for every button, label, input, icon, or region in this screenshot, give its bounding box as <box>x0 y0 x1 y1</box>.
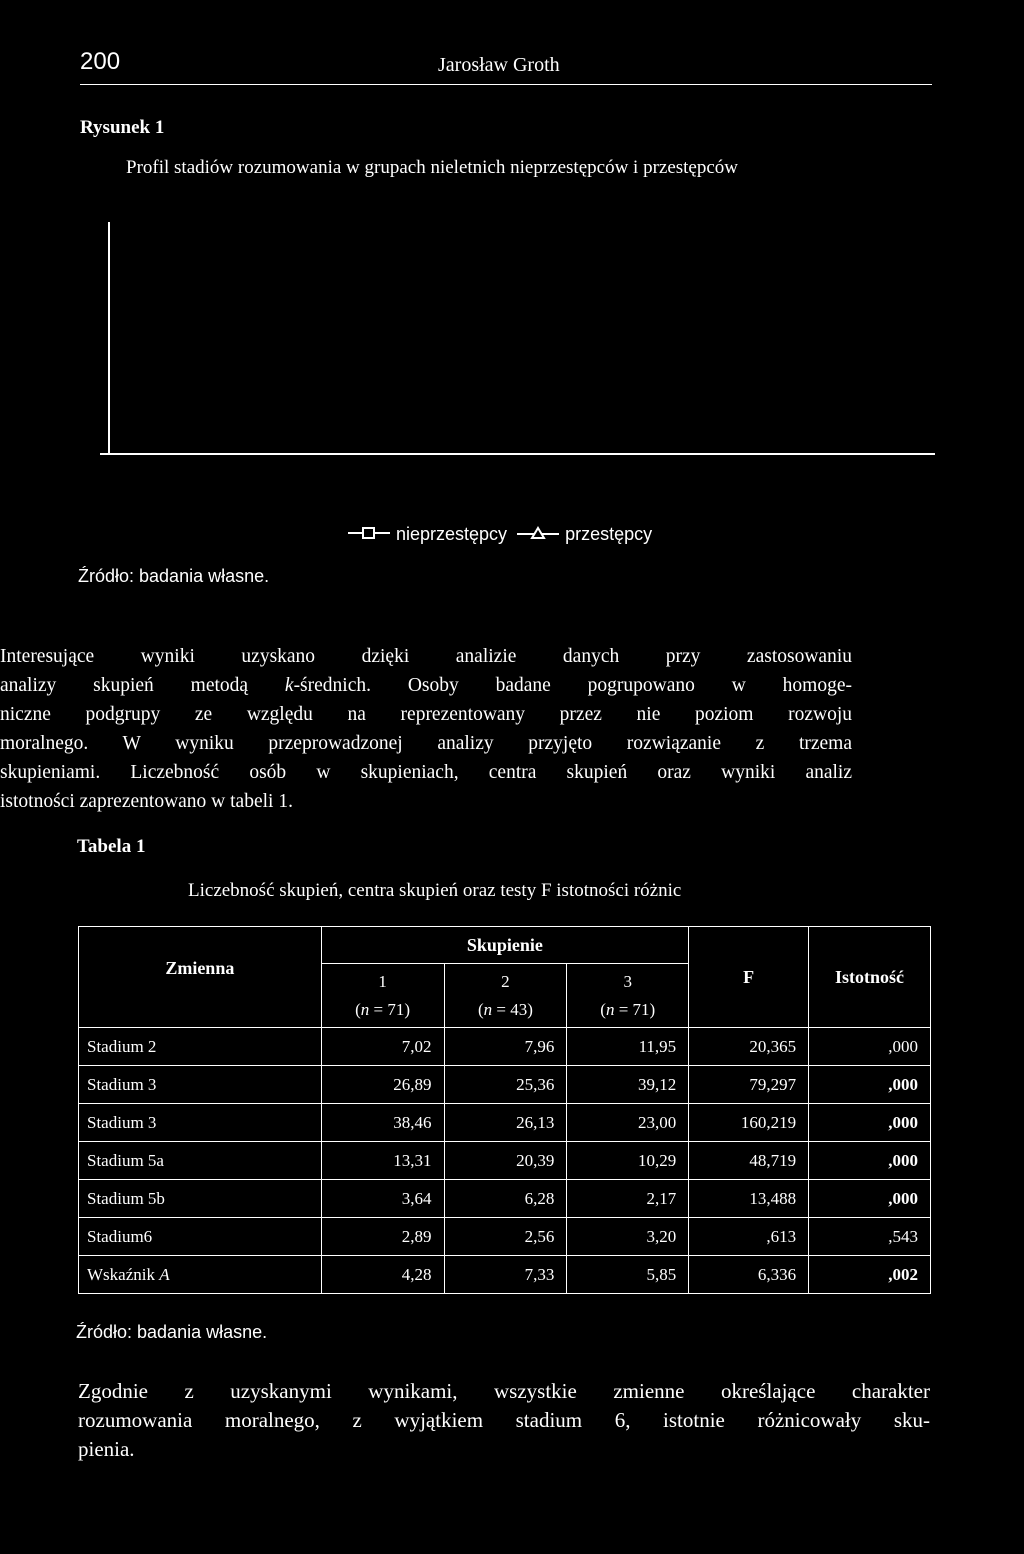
table-label: Tabela 1 <box>77 836 146 857</box>
square-marker-icon <box>348 524 390 545</box>
table-row: Wskaźnik A 4,28 7,33 5,85 6,336 ,002 <box>79 1256 931 1294</box>
header-f: F <box>689 927 809 1028</box>
paragraph-line: analizy skupień metodą k-średnich. Osoby badane pogrupowano w homoge- <box>0 675 852 696</box>
figure-label: Rysunek 1 <box>80 117 165 138</box>
body-paragraph-1 <box>0 642 852 816</box>
legend-label-nonoffenders: nieprzestępcy <box>396 524 508 544</box>
triangle-marker-icon <box>517 524 559 545</box>
paragraph-line: niczne podgrupy ze względu na reprezentowany przez nie poziom rozwoju <box>0 704 852 725</box>
header-cluster-2: 2 (n = 43) <box>444 964 567 1028</box>
figure-caption: Profil stadiów rozumowania w grupach nieletnich nieprzestępców i przestępców <box>126 157 739 178</box>
table-row: Stadium6 2,89 2,56 3,20 ,613 ,543 <box>79 1218 931 1256</box>
table-row: Stadium 2 7,02 7,96 11,95 20,365 ,000 <box>79 1028 931 1066</box>
header-cluster-group: Skupienie <box>321 927 689 964</box>
chart-axis-bottom <box>100 453 935 455</box>
paragraph-line: moralnego. W wyniku przeprowadzonej analizy przyjęto rozwiązanie z trzema <box>0 733 852 754</box>
legend-label-offenders: przestępcy <box>565 524 653 544</box>
paragraph-line: istotności zaprezentowano w tabeli 1. <box>0 791 293 812</box>
figure-source-note: Źródło: badania własne. <box>78 566 270 586</box>
chart-legend <box>348 524 652 545</box>
table-row: Stadium 5b 3,64 6,28 2,17 13,488 ,000 <box>79 1180 931 1218</box>
header-cluster-3: 3 (n = 71) <box>567 964 689 1028</box>
table-source-note: Źródło: badania własne. <box>76 1322 268 1342</box>
table-row: Stadium 5a 13,31 20,39 10,29 48,719 ,000 <box>79 1142 931 1180</box>
header-significance: Istotność <box>809 927 931 1028</box>
paragraph-line: skupieniami. Liczebność osób w skupieniach, centra skupień oraz wyniki analiz <box>0 762 852 783</box>
clusters-table <box>78 926 931 1294</box>
table-row: Stadium 3 26,89 25,36 39,12 79,297 ,000 <box>79 1066 931 1104</box>
page-number: 200 <box>80 48 121 75</box>
paragraph-line: rozumowania moralnego, z wyjątkiem stadium 6, istotnie różnicowały sku- <box>78 1408 930 1432</box>
running-header-author: Jarosław Groth <box>438 54 560 76</box>
chart-axis-left <box>108 222 110 454</box>
header-rule <box>80 84 932 85</box>
header-cluster-1: 1 (n = 71) <box>321 964 444 1028</box>
paragraph-line: pienia. <box>78 1437 135 1461</box>
header-variable: Zmienna <box>79 927 322 1028</box>
paragraph-line: Interesujące wyniki uzyskano dzięki analizie danych przy zastosowaniu <box>0 646 852 667</box>
body-paragraph-2 <box>78 1377 930 1464</box>
table-row: Stadium 3 38,46 26,13 23,00 160,219 ,000 <box>79 1104 931 1142</box>
table-caption: Liczebność skupień, centra skupień oraz testy F istotności różnic <box>188 880 682 901</box>
paragraph-line: Zgodnie z uzyskanymi wynikami, wszystkie zmienne określające charakter <box>78 1379 930 1403</box>
